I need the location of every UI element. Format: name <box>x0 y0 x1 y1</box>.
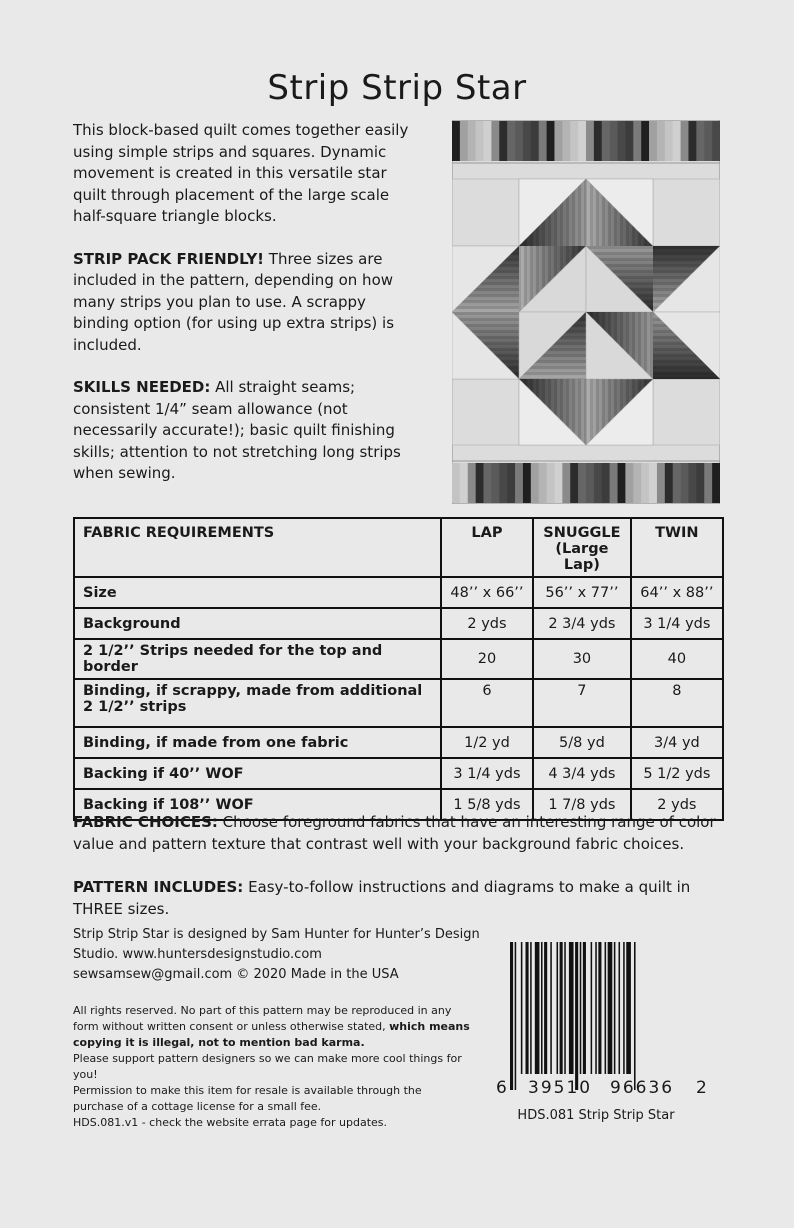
border-strip <box>491 121 499 161</box>
credits-section <box>73 925 493 985</box>
designer-credit: Strip Strip Star is designed by Sam Hunter for Hunter’s Design Studio. www.huntersdesignstudio.com <box>73 927 480 962</box>
table-row <box>74 758 723 789</box>
border-strip <box>507 463 515 503</box>
border-strip <box>531 121 539 161</box>
border-strip <box>484 463 492 503</box>
skills-paragraph <box>73 377 423 485</box>
barcode-bar <box>569 942 574 1074</box>
border-strip <box>641 463 649 503</box>
header-snuggle <box>533 518 631 577</box>
fabric-requirements-table <box>73 517 724 821</box>
barcode-bar <box>605 942 607 1074</box>
barcode-bar <box>564 942 566 1074</box>
border-strip <box>515 121 523 161</box>
border-strip <box>468 121 476 161</box>
barcode-bar <box>560 942 563 1074</box>
border-strip <box>452 463 460 503</box>
fabric-choices-text: Choose foreground fabrics that have an interesting range of color value and pattern texture that contrast well with your background fabric choices. <box>73 813 716 853</box>
barcode-bar <box>608 942 613 1074</box>
legal-rights-text: All rights reserved. No part of this pattern may be reproduced in any form without written consent or unless otherwise stated, <box>73 1004 452 1033</box>
barcode-bar <box>541 942 543 1074</box>
barcode-bar <box>634 942 636 1090</box>
border-strip <box>499 121 507 161</box>
barcode-bar <box>557 942 559 1074</box>
intro-paragraph: This block-based quilt comes together easily using simple strips and squares. Dynamic movement is created in this versatile star quilt through placement of the large scale half-square triangle blocks. <box>73 121 409 225</box>
border-strip <box>649 121 657 161</box>
legal-version: HDS.081.v1 - check the website errata page for updates. <box>73 1116 388 1129</box>
cell-lap: 6 <box>441 679 533 727</box>
border-strip <box>468 463 476 503</box>
border-strip <box>547 463 555 503</box>
barcode-bar <box>515 942 517 1090</box>
cell-snuggle: 5/8 yd <box>533 727 631 758</box>
skills-heading: SKILLS NEEDED: <box>73 378 211 396</box>
header-twin: TWIN <box>631 518 723 577</box>
row-label: Backing if 40’’ WOF <box>74 758 441 789</box>
barcode-bar <box>526 942 529 1074</box>
border-strip <box>507 121 515 161</box>
barcode-bar <box>598 942 601 1074</box>
header-fabric-requirements: FABRIC REQUIREMENTS <box>74 518 441 577</box>
cell-lap: 1/2 yd <box>441 727 533 758</box>
barcode-bar <box>580 942 582 1074</box>
border-strip <box>712 121 720 161</box>
row-label: Backing if 108’’ WOF <box>74 789 441 820</box>
border-strip <box>712 463 720 503</box>
barcode-bar <box>510 942 513 1090</box>
table-row <box>74 679 723 727</box>
border-strip <box>476 121 484 161</box>
border-strip <box>578 463 586 503</box>
cell-twin: 8 <box>631 679 723 727</box>
border-strip <box>554 121 562 161</box>
border-strip <box>665 463 673 503</box>
barcode-digit-left: 6 <box>496 1078 507 1098</box>
border-strip <box>657 121 665 161</box>
border-strip <box>673 121 681 161</box>
cell-twin: 3 1/4 yds <box>631 608 723 639</box>
barcode-group-1: 39510 <box>528 1078 593 1098</box>
page-title: Strip Strip Star <box>267 68 527 108</box>
strip-pack-heading: STRIP PACK FRIENDLY! <box>73 249 265 268</box>
border-strip <box>633 121 641 161</box>
cell-snuggle: 2 3/4 yds <box>533 608 631 639</box>
border-strip <box>460 121 468 161</box>
border-strip <box>523 463 531 503</box>
border-strip <box>602 463 610 503</box>
border-strip <box>515 463 523 503</box>
border-strip <box>673 463 681 503</box>
fabric-choices-paragraph <box>73 812 733 855</box>
barcode-bar <box>614 942 616 1074</box>
border-strip <box>539 463 547 503</box>
cell-lap: 3 1/4 yds <box>441 758 533 789</box>
border-strip <box>688 463 696 503</box>
barcode-bar <box>575 942 578 1090</box>
legal-license: Permission to make this item for resale is available through the purchase of a cottage license for a small fee. <box>73 1084 422 1113</box>
legal-rights <box>73 1003 473 1051</box>
pattern-includes-text: Easy-to-follow instructions and diagrams to make a quilt in THREE sizes. <box>73 878 691 918</box>
border-strip <box>618 121 626 161</box>
border-strip <box>547 121 555 161</box>
border-strip <box>657 463 665 503</box>
row-label: Size <box>74 577 441 608</box>
header-snuggle-sub: (Large Lap) <box>555 541 609 573</box>
barcode-bar <box>626 942 631 1074</box>
border-strip <box>704 463 712 503</box>
quilt-border-strips-top <box>452 121 720 161</box>
barcode-bar <box>595 942 597 1074</box>
cell-snuggle: 30 <box>533 639 631 679</box>
cell-lap: 20 <box>441 639 533 679</box>
border-strip <box>452 121 460 161</box>
border-strip <box>460 463 468 503</box>
border-strip <box>602 121 610 161</box>
row-label: 2 1/2’’ Strips needed for the top and border <box>74 639 441 679</box>
cell-snuggle: 7 <box>533 679 631 727</box>
border-strip <box>641 121 649 161</box>
fabric-choices-heading: FABRIC CHOICES: <box>73 813 218 831</box>
border-strip <box>594 463 602 503</box>
border-strip <box>531 463 539 503</box>
barcode-bar <box>530 942 532 1074</box>
quilt-illustration <box>452 120 720 504</box>
barcode-bar <box>583 942 586 1074</box>
barcode-bar <box>535 942 540 1074</box>
barcode-bar <box>591 942 593 1074</box>
border-strip <box>633 463 641 503</box>
intro-section <box>73 120 423 506</box>
border-strip <box>578 121 586 161</box>
border-strip <box>649 463 657 503</box>
barcode-caption: HDS.081 Strip Strip Star <box>517 1108 675 1123</box>
border-strip <box>696 121 704 161</box>
legal-rights-bold: which means copying it is illegal, not to mention bad karma. <box>73 1020 470 1049</box>
border-strip <box>570 463 578 503</box>
border-strip <box>696 463 704 503</box>
cell-snuggle: 4 3/4 yds <box>533 758 631 789</box>
header-snuggle-label: SNUGGLE <box>543 525 621 541</box>
border-strip <box>618 463 626 503</box>
cell-lap: 48’’ x 66’’ <box>441 577 533 608</box>
quilt-border-strips-bottom <box>452 463 720 503</box>
border-strip <box>562 121 570 161</box>
border-strip <box>688 121 696 161</box>
cell-twin: 2 yds <box>631 789 723 820</box>
border-strip <box>539 121 547 161</box>
pattern-includes-heading: PATTERN INCLUDES: <box>73 878 244 896</box>
row-label: Binding, if scrappy, made from additional 2 1/2’’ strips <box>74 679 441 727</box>
cell-snuggle: 1 7/8 yds <box>533 789 631 820</box>
barcode-bar <box>544 942 547 1074</box>
cell-lap: 1 5/8 yds <box>441 789 533 820</box>
row-label: Background <box>74 608 441 639</box>
border-strip <box>570 121 578 161</box>
pattern-includes-paragraph <box>73 877 733 920</box>
cell-snuggle: 56’’ x 77’’ <box>533 577 631 608</box>
barcode-bar <box>521 942 523 1074</box>
cell-twin: 40 <box>631 639 723 679</box>
border-strip <box>586 463 594 503</box>
border-strip <box>625 463 633 503</box>
border-strip <box>562 463 570 503</box>
legal-section <box>73 1003 473 1131</box>
table-row <box>74 577 723 608</box>
strip-pack-paragraph <box>73 249 423 357</box>
table-row <box>74 727 723 758</box>
legal-support: Please support pattern designers so we can make more cool things for you! <box>73 1052 462 1081</box>
border-strip <box>476 463 484 503</box>
skills-text: All straight seams; consistent 1/4” seam allowance (not necessarily accurate!); basic quilt finishing skills; attention to not stretching long strips when sewing. <box>73 378 401 482</box>
border-strip <box>681 463 689 503</box>
cell-twin: 64’’ x 88’’ <box>631 577 723 608</box>
strip-pack-text: Three sizes are included in the pattern, depending on how many strips you plan to use. A scrappy binding option (for using up extra strips) is included. <box>73 249 395 354</box>
border-strip <box>681 121 689 161</box>
table-row <box>74 639 723 679</box>
table-row <box>74 608 723 639</box>
cell-lap: 2 yds <box>441 608 533 639</box>
border-strip <box>704 121 712 161</box>
border-strip <box>523 121 531 161</box>
barcode-bar <box>619 942 621 1074</box>
border-strip <box>586 121 594 161</box>
barcode-bar <box>623 942 625 1074</box>
border-strip <box>610 121 618 161</box>
border-strip <box>499 463 507 503</box>
cell-twin: 3/4 yd <box>631 727 723 758</box>
row-label: Binding, if made from one fabric <box>74 727 441 758</box>
border-strip <box>625 121 633 161</box>
contact-copyright: sewsamsew@gmail.com © 2020 Made in the USA <box>73 967 399 982</box>
border-strip <box>610 463 618 503</box>
border-strip <box>554 463 562 503</box>
header-lap: LAP <box>441 518 533 577</box>
border-strip <box>491 463 499 503</box>
border-strip <box>594 121 602 161</box>
barcode-group-2: 96636 <box>610 1078 675 1098</box>
border-strip <box>665 121 673 161</box>
barcode-digit-right: 2 <box>696 1078 707 1098</box>
table-header-row <box>74 518 723 577</box>
barcode-bar <box>550 942 552 1074</box>
border-strip <box>484 121 492 161</box>
cell-twin: 5 1/2 yds <box>631 758 723 789</box>
